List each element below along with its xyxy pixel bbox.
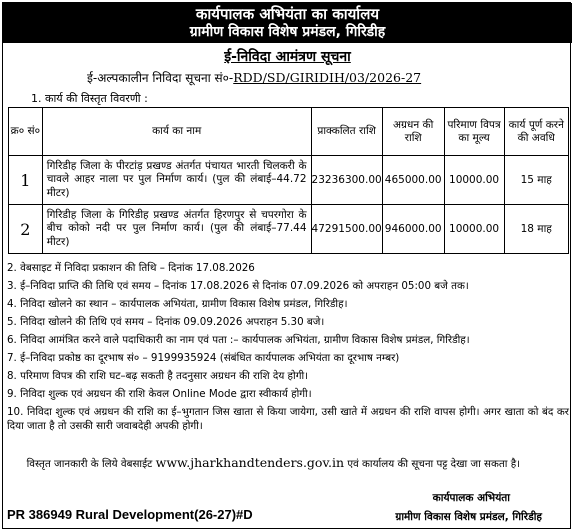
notice-item-2: 2. वेबसाइट में निविदा प्रकाशन की तिथि – दिनांक 17.08.2026 — [7, 262, 255, 274]
table-header-row — [9, 108, 569, 156]
cell-emd: 946000.00 — [382, 205, 444, 254]
notice-item-6: 6. निविदा आमंत्रित करने वाले पदाधिकारी का नाम एवं पता :– कार्यपालक अभियंता, ग्रामीण विकास विशेष प्रमंडल, गिरिडीह। — [7, 334, 470, 346]
cell-period: 15 माह — [504, 156, 568, 205]
cell-serial: 1 — [9, 156, 43, 205]
office-header — [3, 3, 572, 43]
col-header-period: कार्य पूर्ण करने की अवधि — [504, 108, 568, 156]
cell-boq-cost: 10000.00 — [444, 205, 504, 254]
signatory-title: कार्यपालक अभियंता — [432, 492, 510, 504]
notice-title-text: ई-निविदा आमंत्रण सूचना — [224, 49, 351, 65]
cell-estimate: 23236300.00 — [311, 156, 382, 205]
office-division: ग्रामीण विकास विशेष प्रमंडल, गिरिडीह — [189, 24, 386, 40]
notice-prefix: ई-अल्पकालीन निविदा सूचना सं०- — [87, 71, 234, 85]
notice-item-7: 7. ई–निविदा प्रकोष्ठ का दूरभाष सं० – 9199935924 (संबंधित कार्यपालक अभियंता का दूरभाष नम्बर) — [7, 352, 400, 364]
works-table — [8, 107, 569, 254]
cell-period: 18 माह — [504, 205, 568, 254]
section-work-details: 1. कार्य की विस्तृत विवरणी : — [31, 92, 148, 105]
col-header-boq-cost: परिमाण विपत्र का मूल्य — [444, 108, 504, 156]
col-header-serial: क्र० सं० — [9, 108, 43, 156]
notice-items — [7, 261, 569, 437]
footer-info — [7, 455, 569, 472]
footer-text-b: एवं कार्यालय की सूचना पट्ट देखा जा सकता है। — [344, 458, 521, 470]
cell-work-name: गिरिडीह जिला के पीरटांड़ प्रखण्ड अंतर्गत पंचायत भारती चिलकरी के चावले आहर नाला पर पुल निर्माण कार्य। (पुल की लंबाई–44.72 मीटर) — [42, 156, 311, 205]
cell-emd: 465000.00 — [382, 156, 444, 205]
col-header-emd: अग्रधन की राशि — [382, 108, 444, 156]
notice-reference-number: RDD/SD/GIRIDIH/03/2026-27 — [233, 70, 422, 85]
notice-item-9: 9. निविदा शुल्क एवं अग्रधन की राशि केवल Online Mode द्वारा स्वीकार्य होगी। — [7, 388, 312, 400]
table-row — [9, 156, 569, 205]
col-header-work-name: कार्य का नाम — [42, 108, 311, 156]
signatory-office: ग्रामीण विकास विशेष प्रमंडल, गिरिडीह — [395, 511, 542, 523]
col-header-estimate: प्राक्कलित राशि — [311, 108, 382, 156]
footer-text-a: विस्तृत जानकारी के लिये वेबसाईट — [26, 458, 156, 470]
notice-item-3: 3. ई–निविदा प्राप्ति की तिथि एवं समय – दिनांक 17.08.2026 से दिनांक 07.09.2026 को अपराहन 05:00 बजे तक। — [7, 280, 469, 292]
notice-document — [2, 2, 571, 529]
pr-number: PR 386949 Rural Development(26-27)#D — [7, 507, 253, 522]
cell-work-name: गिरिडीह जिला के गिरिडीह प्रखण्ड अंतर्गत हिरणपुर से चपरगोरा के बीच कोको नदी पर पुल निर्माण कार्य। (पुल की लंबाई–77.44 मीटर) — [42, 205, 311, 254]
office-title: कार्यपालक अभियंता का कार्यालय — [195, 5, 380, 23]
notice-item-8: 8. परिमाण विपत्र की राशि घट–बढ़ सकती है तदनुसार अग्रधन की राशि देय होगी। — [7, 370, 309, 382]
notice-reference-line — [87, 69, 421, 86]
notice-item-5: 5. निविदा खोलने की तिथि एवं समय – दिनांक 09.09.2026 अपराहन 5.30 बजे। — [7, 316, 325, 328]
notice-title — [3, 47, 572, 66]
cell-boq-cost: 10000.00 — [444, 156, 504, 205]
notice-item-10: 10. निविदा शुल्क एवं अग्रधन की राशि का ई–भुगतान जिस खाता से किया जायेगा, उसी खाते में अग्रधन की राशि वापस होगी। अगर खाता को बंद कर दिया जाता है तो उसकी सारी जवाबदेही अपकी होगी। — [7, 406, 569, 432]
table-row — [9, 205, 569, 254]
cell-estimate: 47291500.00 — [311, 205, 382, 254]
website-link[interactable]: www.jharkhandtenders.gov.in — [155, 455, 345, 470]
notice-item-4: 4. निविदा खोलने का स्थान – कार्यपालक अभियंता, ग्रामीण विकास विशेष प्रमंडल, गिरिडीह। — [7, 298, 348, 310]
cell-serial: 2 — [9, 205, 43, 254]
